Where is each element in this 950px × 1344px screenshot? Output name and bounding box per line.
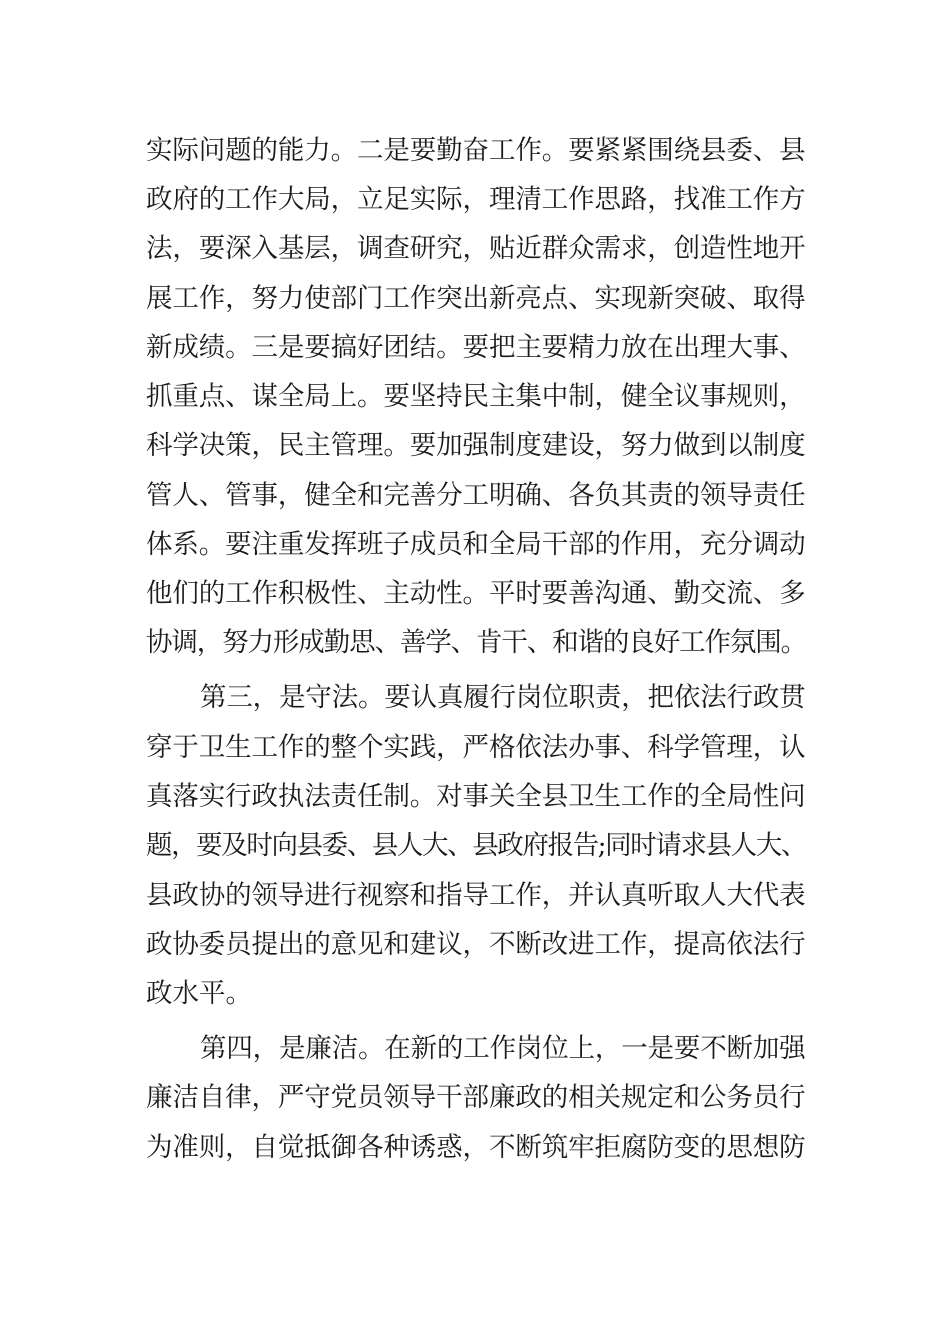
- text-line: 为准则，自觉抵御各种诱惑，不断筑牢拒腐防变的思想防: [146, 1132, 806, 1163]
- text-line: 抓重点、谋全局上。要坚持民主集中制，健全议事规则，: [146, 381, 806, 412]
- text-line: 实际问题的能力。二是要勤奋工作。要紧紧围绕县委、县: [146, 135, 806, 166]
- text-line: 政府的工作大局，立足实际，理清工作思路，找准工作方: [146, 184, 806, 215]
- text-line: 政水平。: [146, 978, 252, 1009]
- text-line: 他们的工作积极性、主动性。平时要善沟通、勤交流、多: [146, 578, 806, 609]
- text-line: 体系。要注重发挥班子成员和全局干部的作用，充分调动: [146, 529, 806, 560]
- text-line: 管人、管事，健全和完善分工明确、各负其责的领导责任: [146, 480, 806, 511]
- text-line: 协调，努力形成勤思、善学、肯干、和谐的良好工作氛围。: [146, 627, 806, 658]
- text-line: 新成绩。三是要搞好团结。要把主要精力放在出理大事、: [146, 332, 806, 363]
- text-line: 题，要及时向县委、县人大、县政府报告;同时请求县人大、: [146, 830, 806, 861]
- text-line: 科学决策，民主管理。要加强制度建设，努力做到以制度: [146, 430, 806, 461]
- text-line: 展工作，努力使部门工作突出新亮点、实现新突破、取得: [146, 283, 806, 314]
- text-line: 县政协的领导进行视察和指导工作，并认真听取人大代表: [146, 880, 806, 911]
- text-line: 真落实行政执法责任制。对事关全县卫生工作的全局性问: [146, 781, 806, 812]
- text-line: 政协委员提出的意见和建议，不断改进工作，提高依法行: [146, 929, 806, 960]
- paragraph-start-line: 第三，是守法。要认真履行岗位职责，把依法行政贯: [200, 682, 806, 713]
- paragraph-start-line: 第四，是廉洁。在新的工作岗位上，一是要不断加强: [200, 1033, 806, 1064]
- text-line: 法，要深入基层，调查研究，贴近群众需求，创造性地开: [146, 233, 806, 264]
- text-line: 穿于卫生工作的整个实践，严格依法办事、科学管理，认: [146, 732, 806, 763]
- text-line: 廉洁自律，严守党员领导干部廉政的相关规定和公务员行: [146, 1082, 806, 1113]
